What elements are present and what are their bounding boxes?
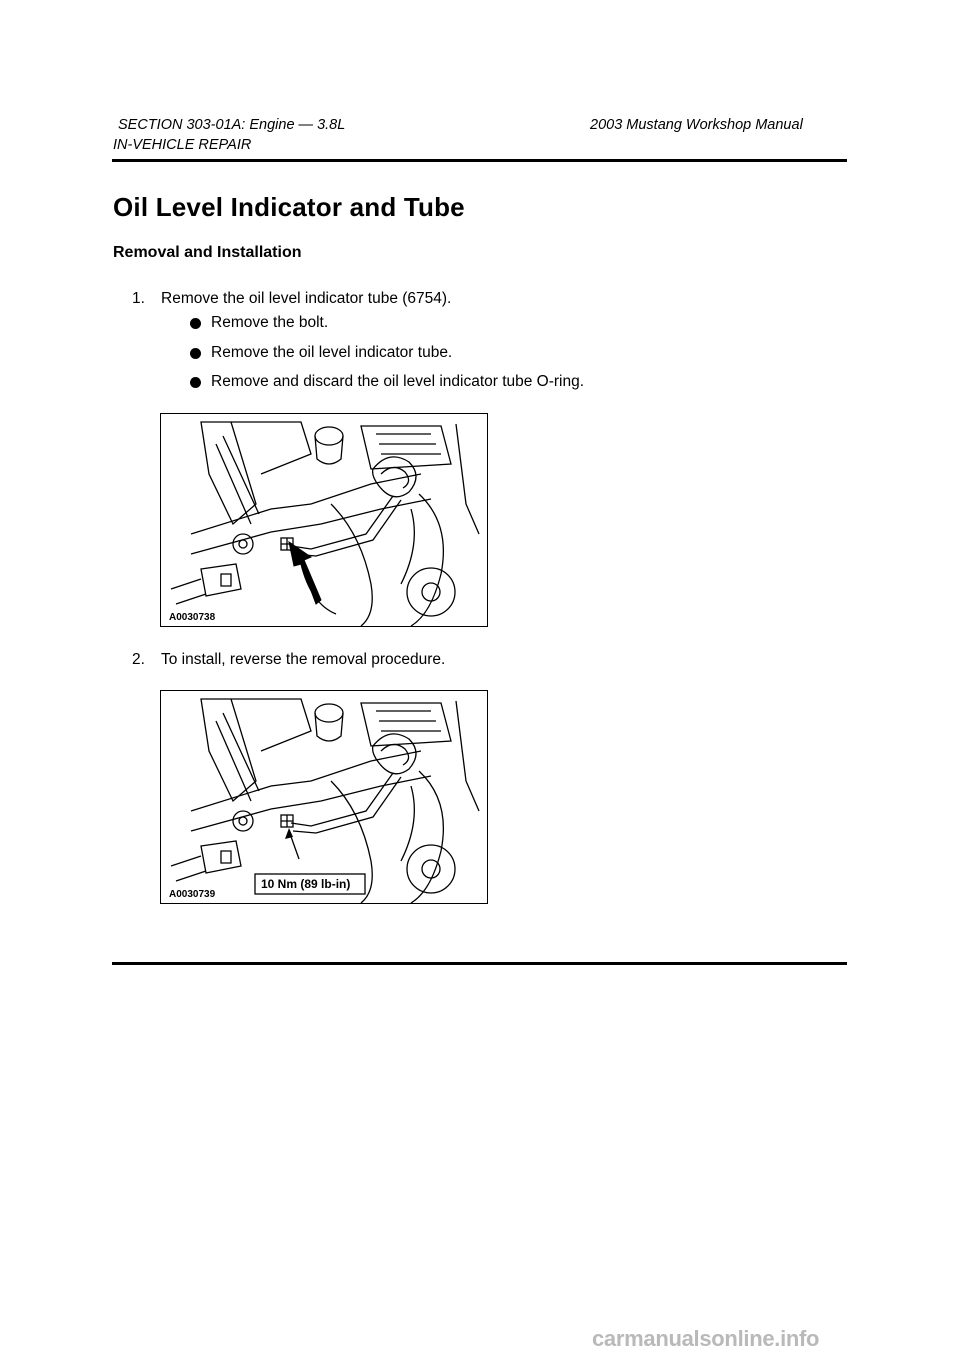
bullet-text: Remove and discard the oil level indicator tube O-ring.	[211, 373, 585, 390]
step-number: 1.	[132, 290, 145, 307]
footer-divider	[112, 962, 847, 965]
step-2	[132, 651, 445, 669]
bullet-item	[190, 373, 584, 391]
bullet-text: Remove the bolt.	[211, 314, 329, 331]
bullet-item	[190, 344, 452, 362]
engine-illustration	[161, 691, 487, 903]
watermark: carmanualsonline.info	[592, 1326, 820, 1351]
section-header: SECTION 303-01A: Engine — 3.8L	[118, 117, 346, 133]
figure-removal	[160, 413, 488, 627]
figure-code: A0030738	[169, 612, 216, 623]
step-number: 2.	[132, 651, 145, 668]
bullet-text: Remove the oil level indicator tube.	[211, 344, 453, 361]
step-text: Remove the oil level indicator tube (6754).	[161, 290, 452, 307]
header-divider	[112, 159, 847, 162]
bullet-icon	[190, 318, 201, 329]
removal-arrow-icon	[289, 542, 321, 604]
step-text: To install, reverse the removal procedure.	[161, 651, 446, 668]
engine-illustration	[161, 414, 487, 626]
torque-spec: 10 Nm (89 lb-in)	[261, 877, 351, 891]
bullet-icon	[190, 377, 201, 388]
bullet-item	[190, 314, 328, 332]
section-subtitle: Removal and Installation	[113, 244, 302, 261]
step-1	[132, 290, 451, 308]
page-title: Oil Level Indicator and Tube	[113, 192, 465, 222]
subsection-header: IN-VEHICLE REPAIR	[113, 137, 252, 153]
figure-code: A0030739	[169, 889, 216, 900]
manual-title: 2003 Mustang Workshop Manual	[590, 117, 803, 133]
figure-installation	[160, 690, 488, 904]
bullet-icon	[190, 348, 201, 359]
